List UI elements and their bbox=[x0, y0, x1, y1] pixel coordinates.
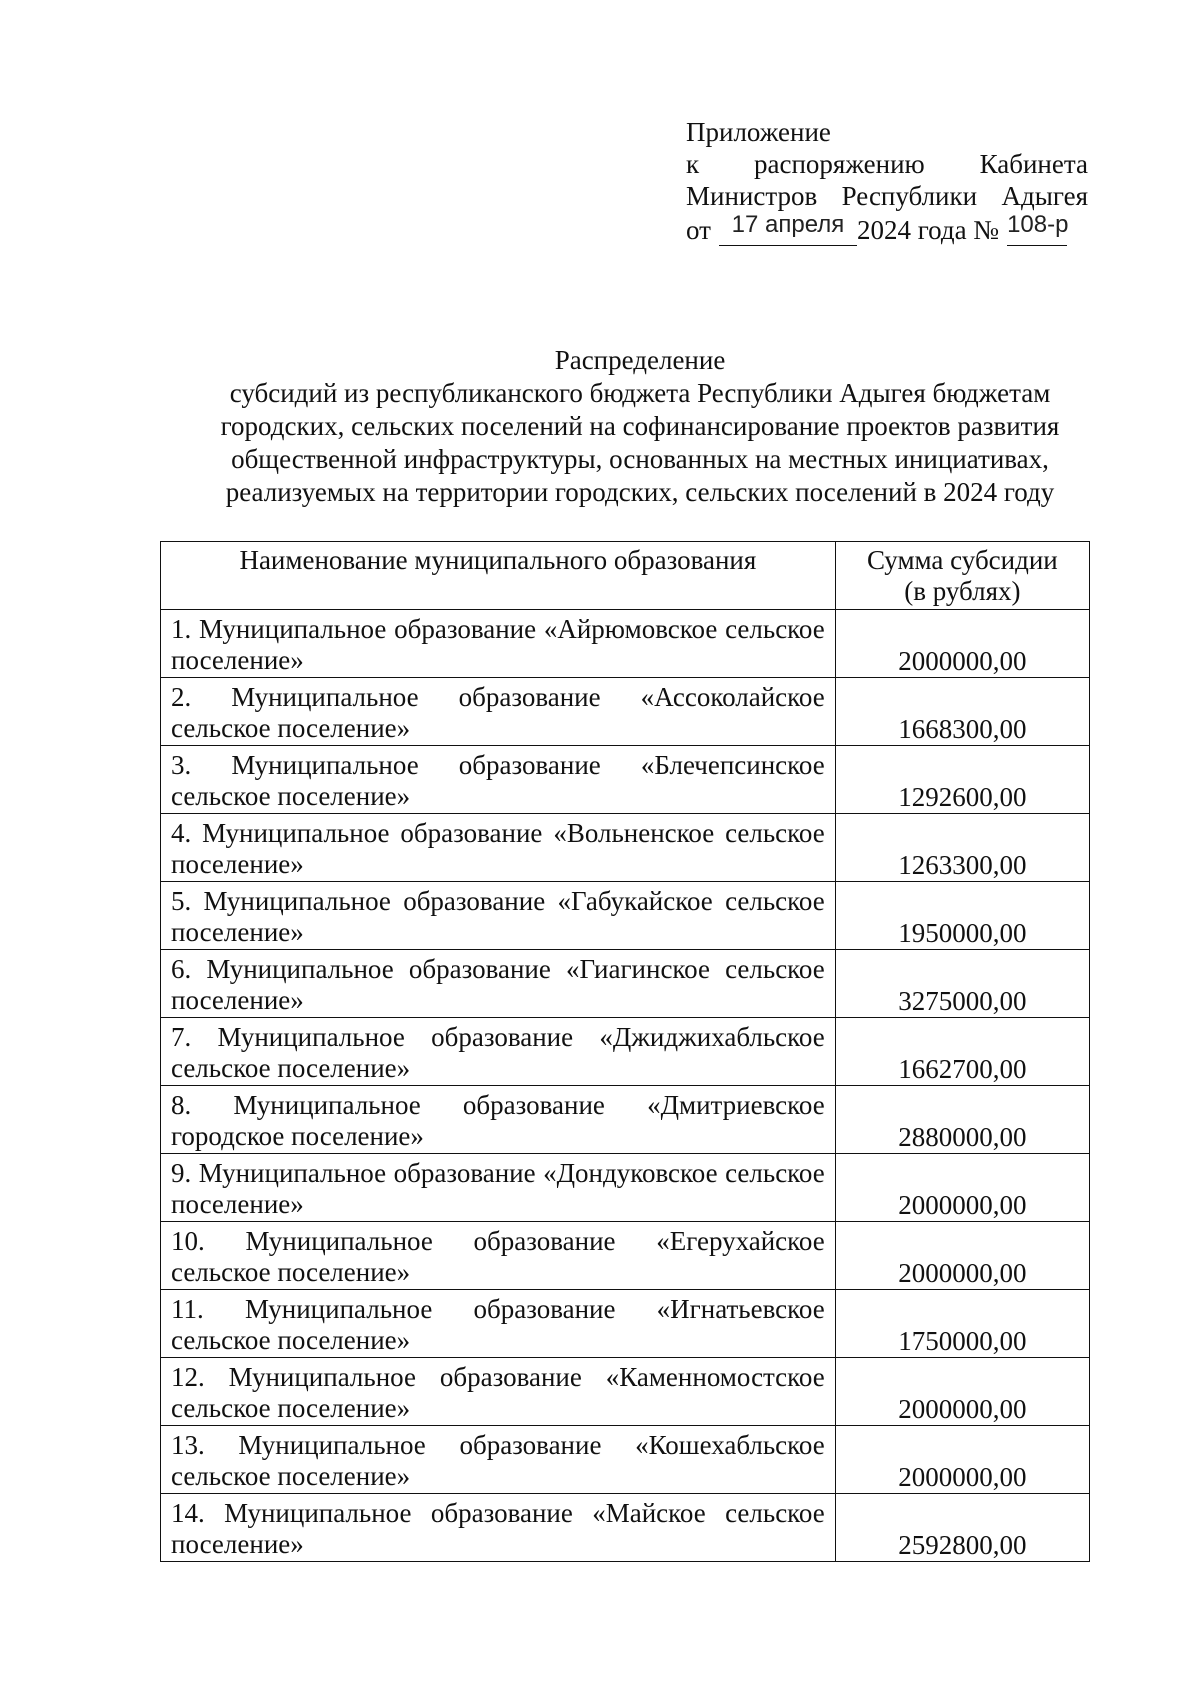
municipality-name: 1. Муниципальное образование «Айрюмовское сельское поселение» bbox=[161, 610, 836, 678]
document-title bbox=[150, 344, 1130, 509]
appendix-word: Адыгея bbox=[1001, 181, 1088, 211]
column-header-name: Наименование муниципального образования bbox=[161, 542, 836, 610]
table-row bbox=[161, 1154, 1090, 1222]
municipality-name: 11. Муниципальное образование «Игнатьевское сельское поселение» bbox=[161, 1290, 836, 1358]
municipality-name: 14. Муниципальное образование «Майское сельское поселение» bbox=[161, 1494, 836, 1562]
subsidy-amount: 2000000,00 bbox=[835, 610, 1089, 678]
subsidy-amount: 3275000,00 bbox=[835, 950, 1089, 1018]
table-row bbox=[161, 1086, 1090, 1154]
subsidy-amount: 2000000,00 bbox=[835, 1222, 1089, 1290]
subsidy-amount: 1263300,00 bbox=[835, 814, 1089, 882]
municipality-name: 12. Муниципальное образование «Каменномостское сельское поселение» bbox=[161, 1358, 836, 1426]
table-row bbox=[161, 1426, 1090, 1494]
table-row bbox=[161, 950, 1090, 1018]
table-row bbox=[161, 814, 1090, 882]
subsidy-amount: 1292600,00 bbox=[835, 746, 1089, 814]
municipality-name: 3. Муниципальное образование «Блечепсинское сельское поселение» bbox=[161, 746, 836, 814]
appendix-line-3 bbox=[686, 180, 1088, 212]
municipality-name: 7. Муниципальное образование «Джиджихабльское сельское поселение» bbox=[161, 1018, 836, 1086]
table-row bbox=[161, 1018, 1090, 1086]
subsidy-amount: 2000000,00 bbox=[835, 1358, 1089, 1426]
column-header-sum-line: Сумма субсидии bbox=[866, 545, 1058, 575]
date-prefix: от bbox=[686, 215, 711, 245]
title-line: субсидий из республиканского бюджета Республики Адыгея бюджетам bbox=[229, 378, 1051, 408]
municipality-name: 2. Муниципальное образование «Ассоколайское сельское поселение» bbox=[161, 678, 836, 746]
number-blank bbox=[1007, 211, 1069, 246]
subsidy-amount: 1668300,00 bbox=[835, 678, 1089, 746]
appendix-date-line bbox=[686, 211, 1088, 246]
table-row bbox=[161, 1358, 1090, 1426]
title-line: реализуемых на территории городских, сельских поселений в 2024 году bbox=[225, 477, 1055, 507]
municipality-name: 13. Муниципальное образование «Кошехабльское сельское поселение» bbox=[161, 1426, 836, 1494]
date-blank bbox=[719, 211, 857, 246]
appendix-word: Министров bbox=[686, 181, 818, 211]
title-line: городских, сельских поселений на софинансирование проектов развития bbox=[220, 411, 1060, 441]
column-header-sum-unit: (в рублях) bbox=[904, 576, 1021, 606]
subsidy-amount: 1750000,00 bbox=[835, 1290, 1089, 1358]
municipality-name: 5. Муниципальное образование «Габукайское сельское поселение» bbox=[161, 882, 836, 950]
title-line: общественной инфраструктуры, основанных на местных инициативах, bbox=[231, 444, 1049, 474]
date-year: 2024 года № bbox=[856, 215, 1000, 245]
municipality-name: 4. Муниципальное образование «Вольненское сельское поселение» bbox=[161, 814, 836, 882]
subsidy-amount: 2000000,00 bbox=[835, 1154, 1089, 1222]
appendix-line-2 bbox=[686, 148, 1088, 180]
appendix-word: к bbox=[686, 149, 700, 179]
municipality-name: 10. Муниципальное образование «Егерухайское сельское поселение» bbox=[161, 1222, 836, 1290]
table-row bbox=[161, 678, 1090, 746]
subsidy-amount: 2880000,00 bbox=[835, 1086, 1089, 1154]
subsidy-amount: 2592800,00 bbox=[835, 1494, 1089, 1562]
appendix-word: Республики bbox=[841, 181, 978, 211]
municipality-name: 8. Муниципальное образование «Дмитриевское городское поселение» bbox=[161, 1086, 836, 1154]
title-line: Распределение bbox=[554, 345, 726, 375]
column-header-sum bbox=[835, 542, 1089, 610]
appendix-title: Приложение bbox=[686, 117, 831, 147]
subsidy-amount: 1950000,00 bbox=[835, 882, 1089, 950]
subsidy-amount: 1662700,00 bbox=[835, 1018, 1089, 1086]
table-row bbox=[161, 610, 1090, 678]
table-row bbox=[161, 1494, 1090, 1562]
table-row bbox=[161, 1290, 1090, 1358]
appendix-heading bbox=[686, 116, 1088, 148]
handwritten-date: 17 апреля bbox=[731, 211, 845, 238]
table-row bbox=[161, 1222, 1090, 1290]
appendix-word: Кабинета bbox=[979, 149, 1088, 179]
handwritten-number: 108-р bbox=[1007, 211, 1069, 238]
table-row bbox=[161, 746, 1090, 814]
appendix-block bbox=[686, 116, 1088, 246]
subsidy-amount: 2000000,00 bbox=[835, 1426, 1089, 1494]
subsidy-table bbox=[160, 541, 1090, 1562]
table-header-row bbox=[161, 542, 1090, 610]
appendix-word: распоряжению bbox=[754, 149, 925, 179]
municipality-name: 6. Муниципальное образование «Гиагинское сельское поселение» bbox=[161, 950, 836, 1018]
municipality-name: 9. Муниципальное образование «Дондуковское сельское поселение» bbox=[161, 1154, 836, 1222]
table-row bbox=[161, 882, 1090, 950]
